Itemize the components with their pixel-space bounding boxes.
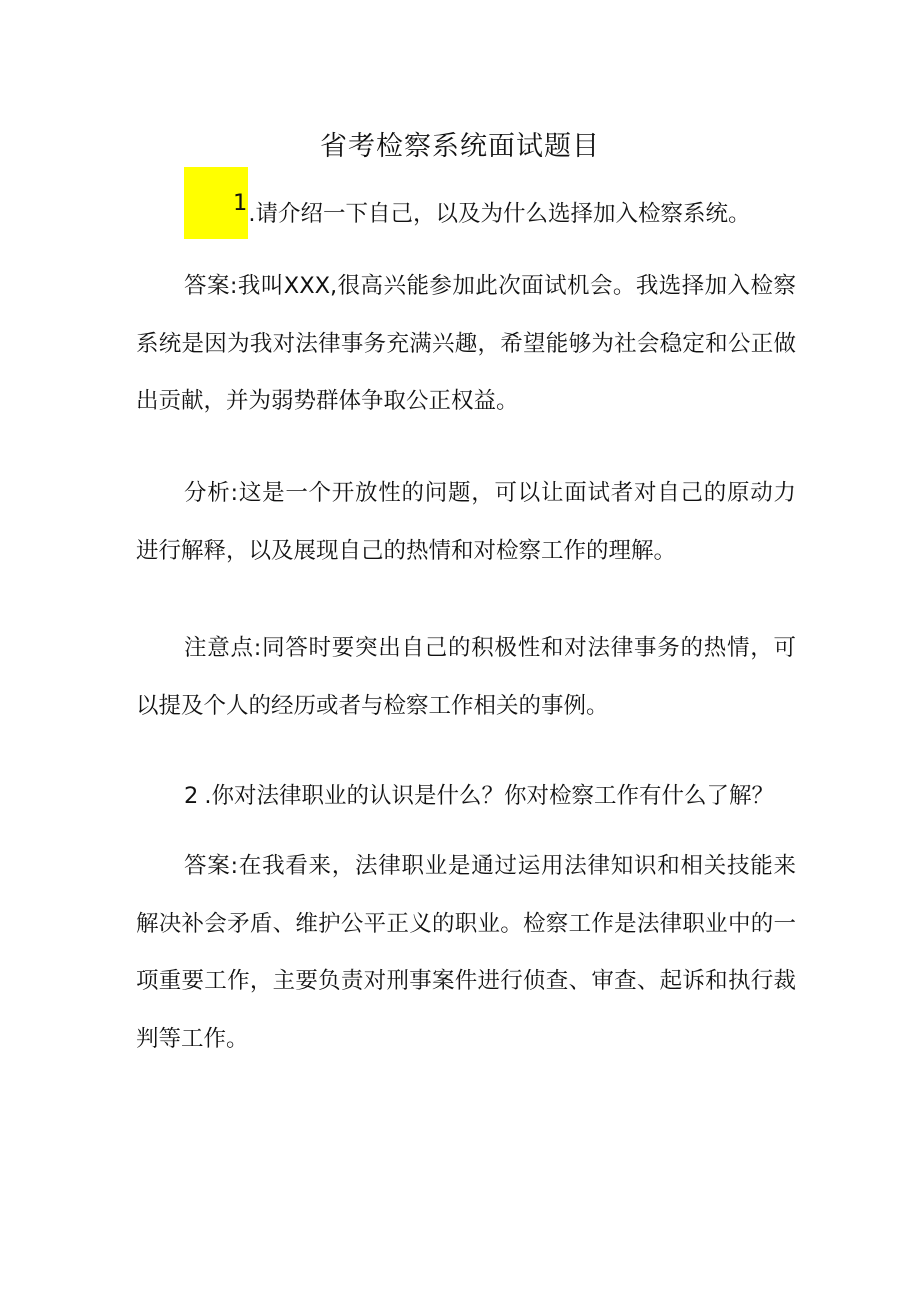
question-1 <box>136 186 796 244</box>
notes-1: 注意点:同答时要突出自己的积极性和对法律事务的热情，可以提及个人的经历或者与检察工作相关的事例。 <box>136 635 796 719</box>
answer-2: 答案:在我看来，法律职业是通过运用法律知识和相关技能来解决补会矛盾、维护公平正义的职业。检察工作是法律职业中的一项重要工作，主要负责对刑事案件进行侦查、审查、起诉和执行裁判等工作。 <box>136 853 796 1052</box>
question-2 <box>136 768 796 826</box>
analysis-1: 分析:这是一个开放性的问题，可以让面试者对自己的原动力进行解释，以及展现自己的热情和对检察工作的理解。 <box>136 480 796 564</box>
answer-1: 答案:我叫XXX,很高兴能参加此次面试机会。我选择加入检察系统是因为我对法律事务充满兴趣，希望能够为社会稳定和公正做出贡献，并为弱势群体争取公正权益。 <box>136 273 796 414</box>
page-title: 省考检察系统面试题目 <box>320 131 600 162</box>
question-1-number-highlight: 1 <box>184 167 248 239</box>
question-2-text: .你对法律职业的认识是什么？你对检察工作有什么了解？ <box>204 783 774 809</box>
question-1-text: .请介绍一下自己，以及为什么选择加入检察系统。 <box>248 201 751 227</box>
question-2-number: 2 <box>184 783 205 809</box>
